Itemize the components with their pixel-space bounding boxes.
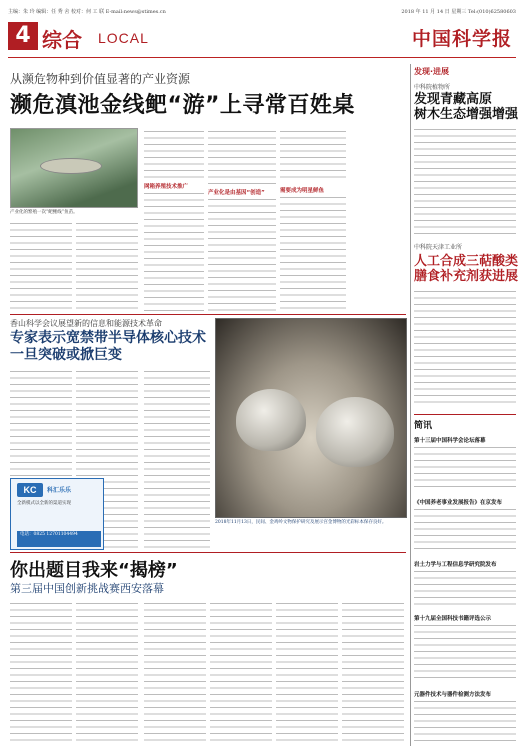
briefs-header: 简讯 [414, 421, 433, 431]
brief-title-2: 《中国养老事业发展报告》在京发布 [414, 500, 503, 506]
fish-image [41, 159, 101, 173]
story1-col4a-text [208, 128, 276, 184]
story3-col2-text [76, 600, 138, 744]
story1-col3a-text [144, 128, 204, 178]
advertisement[interactable] [10, 478, 104, 550]
story3-col4-text [210, 600, 272, 744]
story3-col6-text [342, 600, 404, 744]
photo-caption: 2018年11月13日，民间、金鸡岭文物保护研究及展示宫金博物的光彩标本保存良好。 [215, 520, 387, 525]
story1-subhead-3: 需要成为明星鲜鱼 [280, 188, 325, 194]
story1-col3b-text [144, 190, 204, 312]
right-story2-text [414, 288, 516, 408]
brief-title-3: 岩土力学与工程信息学研究院发布 [414, 562, 497, 568]
right-column-tag: 发现·进展 [414, 67, 450, 76]
story1-col5b-text [280, 194, 346, 312]
page-number: 4 [8, 22, 38, 50]
right-headline-2 [414, 254, 518, 284]
right-headline-1 [414, 92, 518, 122]
masthead [8, 18, 516, 58]
right-headline-1-line1: 发现青藏高原 [414, 92, 493, 107]
ad-phone: 电话：0825 12701104494 [17, 531, 101, 547]
newspaper-logo: 中国科学报 [411, 28, 512, 50]
brief-text-2 [414, 506, 516, 554]
chicken-specimen-2 [316, 397, 394, 467]
right-headline-2-line2: 膳食补充剂获进展 [414, 269, 519, 284]
brief-title-5: 元器件技术与器件检测方法发布 [414, 692, 492, 698]
story1-col4b-text [208, 196, 276, 312]
brief-text-1 [414, 444, 516, 492]
divider [414, 414, 516, 415]
chicken-specimen-photo [215, 318, 407, 518]
story1-subhead-1: 网箱养殖技术推广 [144, 184, 189, 190]
story1-col1-text [10, 220, 72, 312]
column-divider [410, 64, 411, 746]
story3-subhead: 第三届中国创新挑战赛西安落幕 [10, 582, 164, 595]
fish-photo-caption: 产业化的繁殖一次“鲃鲤线”鱼苗。 [10, 210, 78, 215]
section-title: 综合 [42, 28, 82, 52]
top-info-bar [8, 6, 516, 16]
right-story1-text [414, 126, 516, 238]
divider [10, 552, 406, 553]
editor-info: 主编：朱 玲 编辑：任 秀 舍 校对：何 工 联 E-mail:news@stimes.cn [8, 8, 166, 15]
fish-photo [10, 128, 138, 208]
story1-subhead-2: 产业化是由基因“创造” [208, 190, 265, 196]
right-headline-2-line1: 人工合成三萜酸类 [414, 254, 519, 269]
chicken-specimen-1 [236, 389, 306, 451]
brief-title-1: 第十三届中国科学会论坛落幕 [414, 438, 486, 444]
right-headline-1-line2: 树木生态增强增强 [414, 107, 519, 122]
brief-text-3 [414, 568, 516, 608]
story3-col1-text [10, 600, 72, 744]
story1-col2-text [76, 220, 138, 312]
story1-headline: 濒危滇池金线鲃“游”上寻常百姓桌 [10, 93, 355, 118]
divider [10, 314, 406, 315]
story2-headline [10, 330, 206, 364]
story1-kicker: 从濒危物种到价值显著的产业资源 [10, 72, 191, 86]
story2-headline-line2: 一旦突破或掀巨变 [10, 347, 122, 363]
story2-col1-text [10, 368, 72, 476]
brief-title-4: 第十九届全国科技书籍评选公示 [414, 616, 492, 622]
brief-text-4 [414, 622, 516, 682]
ad-logo: KC [17, 483, 43, 497]
section-title-en: LOCAL [98, 30, 149, 46]
story2-headline-line1: 专家表示宽禁带半导体核心技术 [10, 330, 206, 346]
brief-text-5 [414, 698, 516, 744]
story3-col3-text [144, 600, 206, 744]
story1-col5a-text [280, 128, 346, 182]
right-tag-1: 中科院植物所 [414, 84, 451, 91]
right-tag-2: 中科院天津工业所 [414, 244, 463, 251]
story2-col3-text [144, 368, 210, 548]
story3-col5-text [276, 600, 338, 744]
story2-kicker: 香山科学会议展望新的信息和能源技术革命 [10, 319, 162, 328]
ad-slogan: 全新模式以全新的渠道实现 [17, 501, 71, 506]
date-info: 2018 年 11 月 14 日 星期三 Tel:(010)62580603 [401, 8, 516, 15]
story3-headline: 你出题目我来“揭榜” [10, 560, 178, 581]
ad-brand-name: 科汇乐乐 [47, 487, 72, 494]
